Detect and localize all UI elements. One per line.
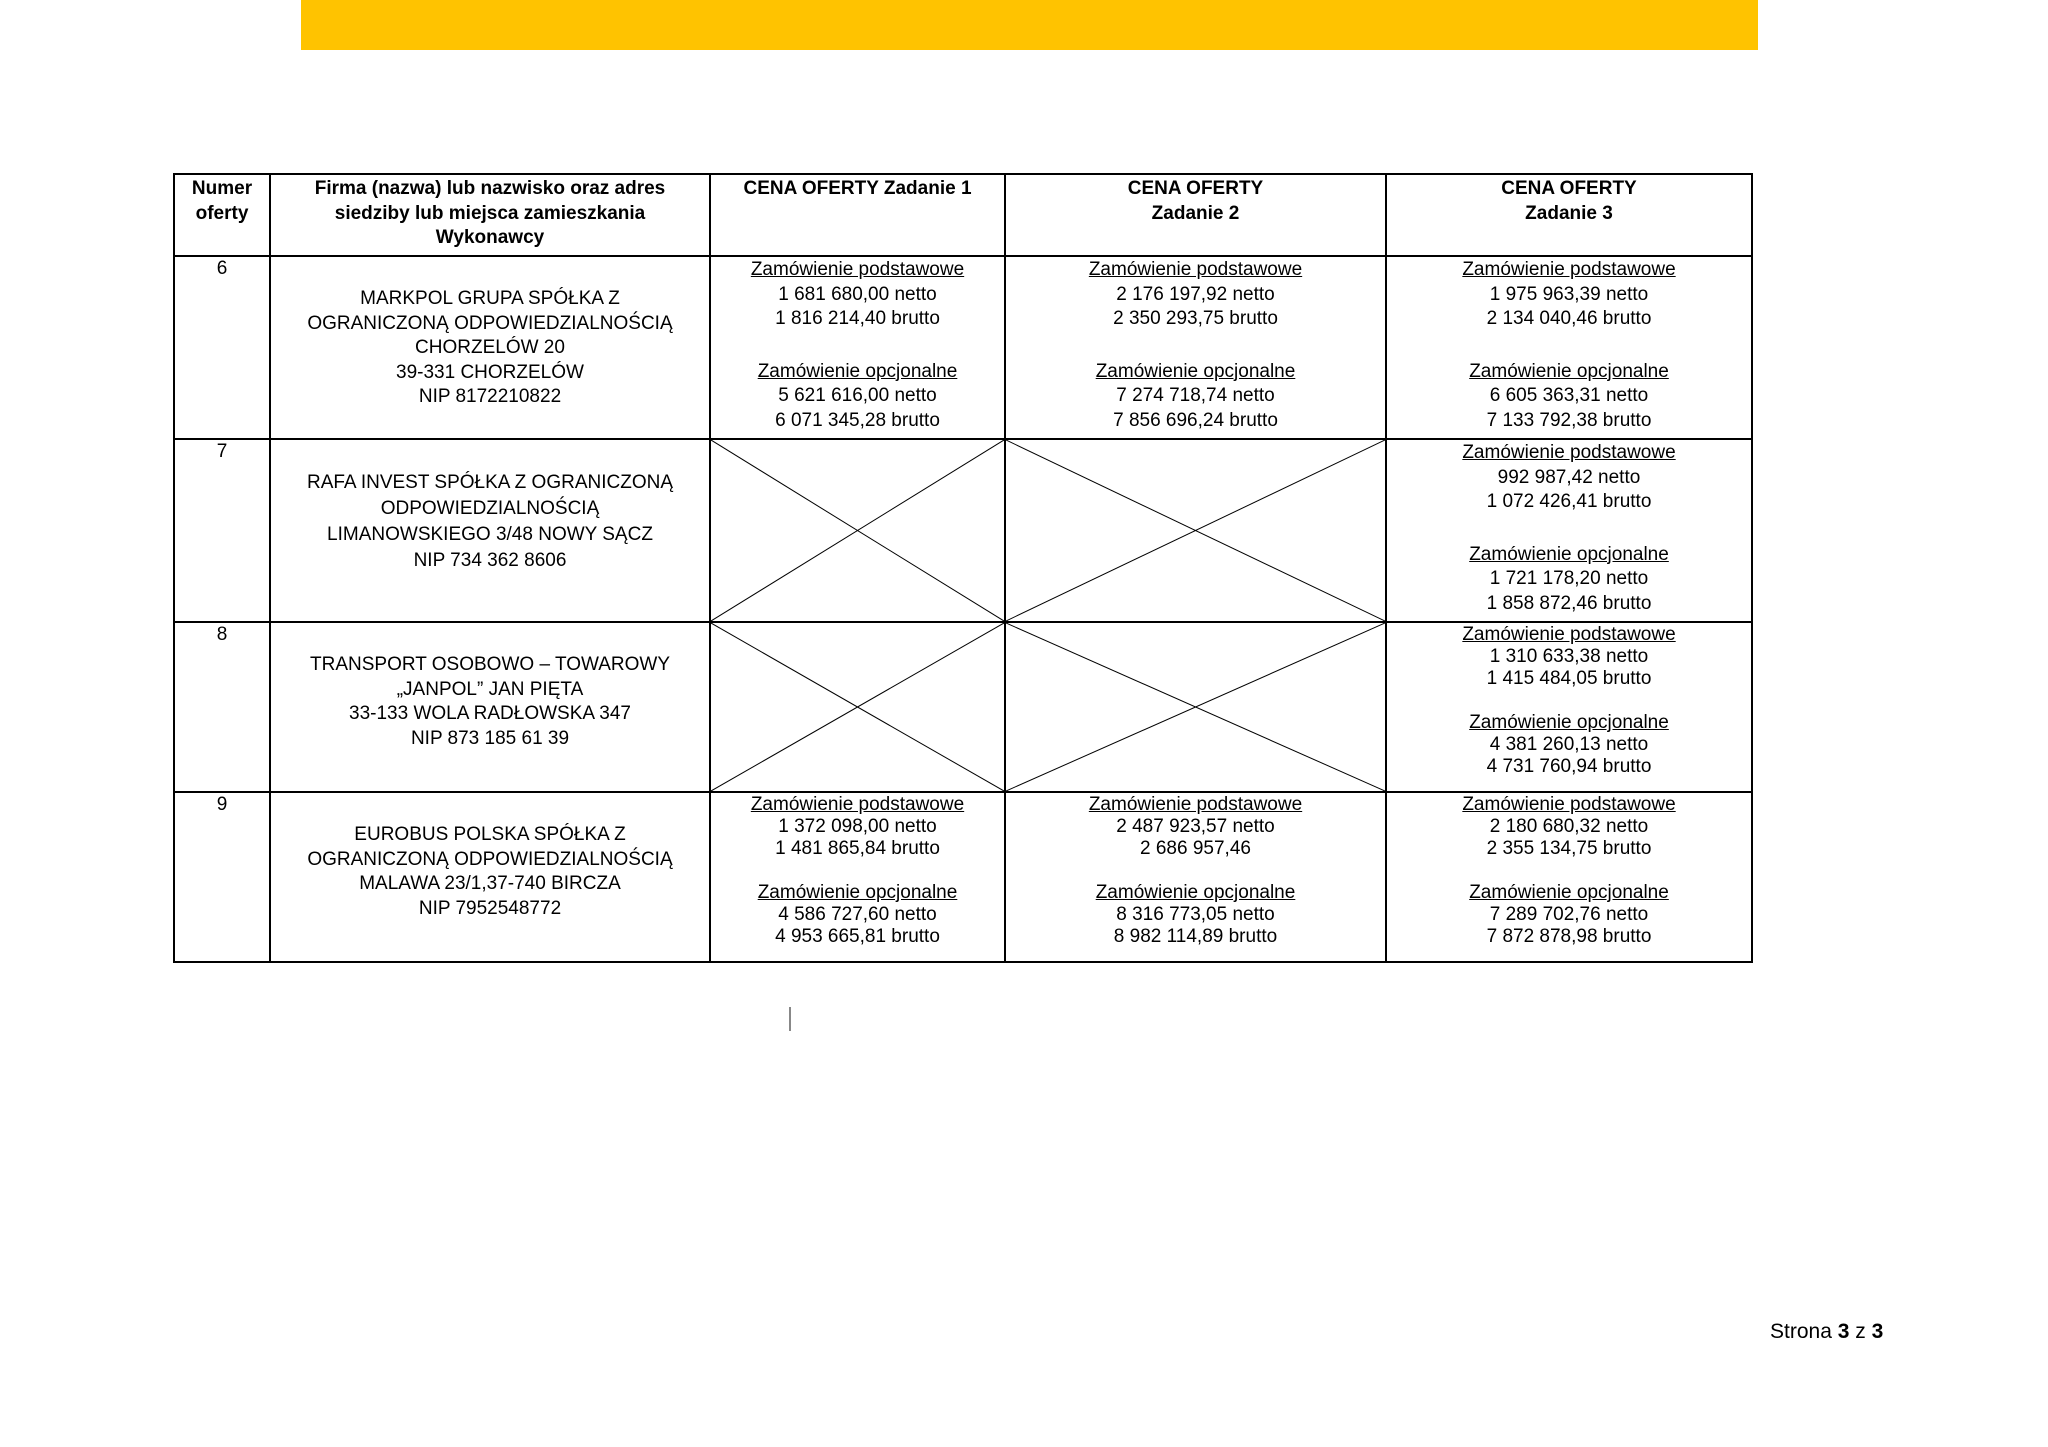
table-row bbox=[174, 792, 1752, 962]
footer-separator: z bbox=[1849, 1320, 1872, 1343]
basic-order-label: Zamówienie podstawowe bbox=[750, 259, 965, 280]
price-cell-task-1 bbox=[710, 256, 1005, 439]
contractor-cell: MARKPOL GRUPA SPÓŁKA Z OGRANICZONĄ ODPOWIEDZIALNOŚCIĄ CHORZELÓW 20 39-331 CHORZELÓW NIP 8172210822 bbox=[270, 256, 710, 439]
basic-brutto: 1 816 214,40 brutto bbox=[775, 308, 940, 329]
basic-brutto: 2 350 293,75 brutto bbox=[1113, 308, 1278, 329]
table-row bbox=[174, 622, 1752, 792]
header-price-task-2: CENA OFERTY Zadanie 2 bbox=[1005, 174, 1386, 256]
basic-order-label: Zamówienie podstawowe bbox=[750, 794, 965, 815]
contractor-cell: TRANSPORT OSOBOWO – TOWAROWY „JANPOL” JAN PIĘTA 33-133 WOLA RADŁOWSKA 347 NIP 873 185 61 39 bbox=[270, 622, 710, 792]
basic-netto: 2 176 197,92 netto bbox=[1116, 283, 1275, 305]
optional-order-label: Zamówienie opcjonalne bbox=[1469, 543, 1669, 565]
basic-netto: 2 487 923,57 netto bbox=[1116, 816, 1275, 837]
basic-netto: 992 987,42 netto bbox=[1497, 466, 1641, 488]
price-cell-task-3 bbox=[1386, 256, 1752, 439]
header-contractor: Firma (nazwa) lub nazwisko oraz adres siedziby lub miejsca zamieszkania Wykonawcy bbox=[270, 174, 710, 256]
price-cell-task-3 bbox=[1386, 792, 1752, 962]
offer-number: 9 bbox=[174, 792, 270, 962]
cross-icon bbox=[711, 440, 1004, 621]
optional-brutto: 4 731 760,94 brutto bbox=[1486, 756, 1652, 777]
optional-brutto: 7 872 878,98 brutto bbox=[1486, 926, 1652, 947]
cross-icon bbox=[1006, 440, 1385, 621]
optional-order-label: Zamówienie opcjonalne bbox=[1469, 360, 1669, 382]
optional-netto: 4 586 727,60 netto bbox=[778, 904, 937, 925]
offers-table bbox=[173, 173, 1753, 963]
contractor-cell: RAFA INVEST SPÓŁKA Z OGRANICZONĄ ODPOWIEDZIALNOŚCIĄ LIMANOWSKIEGO 3/48 NOWY SĄCZ NIP 734 362 8606 bbox=[270, 439, 710, 622]
basic-order-label: Zamówienie podstawowe bbox=[1462, 794, 1676, 815]
price-cell-task-3 bbox=[1386, 622, 1752, 792]
page-footer bbox=[1770, 1320, 1883, 1344]
optional-order-label: Zamówienie opcjonalne bbox=[1469, 712, 1669, 733]
no-offer-cross bbox=[1005, 622, 1386, 792]
contractor-cell: EUROBUS POLSKA SPÓŁKA Z OGRANICZONĄ ODPOWIEDZIALNOŚCIĄ MALAWA 23/1,37-740 BIRCZA NIP 7952548772 bbox=[270, 792, 710, 962]
table-row bbox=[174, 256, 1752, 439]
optional-netto: 4 381 260,13 netto bbox=[1489, 734, 1649, 755]
text-cursor bbox=[789, 1007, 791, 1031]
table-row bbox=[174, 439, 1752, 622]
basic-order-label: Zamówienie podstawowe bbox=[1088, 794, 1303, 815]
basic-brutto: 1 415 484,05 brutto bbox=[1486, 668, 1652, 689]
optional-order-label: Zamówienie opcjonalne bbox=[757, 360, 958, 382]
optional-order-label: Zamówienie opcjonalne bbox=[1095, 360, 1296, 382]
basic-netto: 1 310 633,38 netto bbox=[1489, 646, 1649, 667]
header-price-task-1: CENA OFERTY Zadanie 1 bbox=[710, 174, 1005, 256]
table-header-row bbox=[174, 174, 1752, 256]
price-cell-task-1 bbox=[710, 792, 1005, 962]
basic-netto: 1 372 098,00 netto bbox=[778, 816, 937, 837]
no-offer-cross bbox=[710, 622, 1005, 792]
optional-netto: 7 289 702,76 netto bbox=[1489, 904, 1649, 925]
optional-netto: 8 316 773,05 netto bbox=[1116, 904, 1275, 925]
optional-brutto: 6 071 345,28 brutto bbox=[775, 409, 940, 431]
basic-netto: 1 975 963,39 netto bbox=[1489, 283, 1649, 305]
basic-order-label: Zamówienie podstawowe bbox=[1088, 259, 1303, 280]
cross-icon bbox=[1006, 623, 1385, 791]
optional-order-label: Zamówienie opcjonalne bbox=[1469, 882, 1669, 903]
optional-netto: 6 605 363,31 netto bbox=[1489, 385, 1649, 406]
basic-brutto: 1 481 865,84 brutto bbox=[775, 838, 940, 859]
header-offer-number: Numer oferty bbox=[174, 174, 270, 256]
footer-prefix: Strona bbox=[1770, 1320, 1838, 1343]
optional-brutto: 4 953 665,81 brutto bbox=[775, 926, 940, 947]
header-price-task-3: CENA OFERTY Zadanie 3 bbox=[1386, 174, 1752, 256]
offer-number: 8 bbox=[174, 622, 270, 792]
basic-order-label: Zamówienie podstawowe bbox=[1462, 624, 1676, 645]
optional-brutto: 7 856 696,24 brutto bbox=[1113, 409, 1278, 431]
optional-netto: 7 274 718,74 netto bbox=[1116, 385, 1275, 406]
basic-order-label: Zamówienie podstawowe bbox=[1462, 442, 1676, 463]
basic-brutto: 1 072 426,41 brutto bbox=[1486, 491, 1652, 512]
offer-number: 6 bbox=[174, 256, 270, 439]
basic-netto: 2 180 680,32 netto bbox=[1489, 816, 1649, 837]
optional-netto: 1 721 178,20 netto bbox=[1489, 568, 1649, 589]
offer-number: 7 bbox=[174, 439, 270, 622]
price-cell-task-2 bbox=[1005, 256, 1386, 439]
optional-brutto: 8 982 114,89 brutto bbox=[1113, 926, 1278, 947]
optional-brutto: 7 133 792,38 brutto bbox=[1486, 409, 1652, 431]
optional-order-label: Zamówienie opcjonalne bbox=[757, 882, 958, 903]
no-offer-cross bbox=[710, 439, 1005, 622]
price-cell-task-3 bbox=[1386, 439, 1752, 622]
optional-netto: 5 621 616,00 netto bbox=[778, 385, 937, 406]
optional-order-label: Zamówienie opcjonalne bbox=[1095, 882, 1296, 903]
basic-order-label: Zamówienie podstawowe bbox=[1462, 259, 1676, 280]
price-cell-task-2 bbox=[1005, 792, 1386, 962]
basic-brutto: 2 134 040,46 brutto bbox=[1486, 308, 1652, 329]
footer-page-number: 3 bbox=[1837, 1320, 1850, 1343]
cross-icon bbox=[711, 623, 1004, 791]
basic-brutto: 2 686 957,46 bbox=[1140, 838, 1251, 859]
basic-netto: 1 681 680,00 netto bbox=[778, 283, 937, 305]
no-offer-cross bbox=[1005, 439, 1386, 622]
footer-page-total: 3 bbox=[1871, 1320, 1884, 1343]
header-bar bbox=[301, 0, 1758, 50]
basic-brutto: 2 355 134,75 brutto bbox=[1486, 838, 1652, 859]
optional-brutto: 1 858 872,46 brutto bbox=[1486, 592, 1652, 614]
